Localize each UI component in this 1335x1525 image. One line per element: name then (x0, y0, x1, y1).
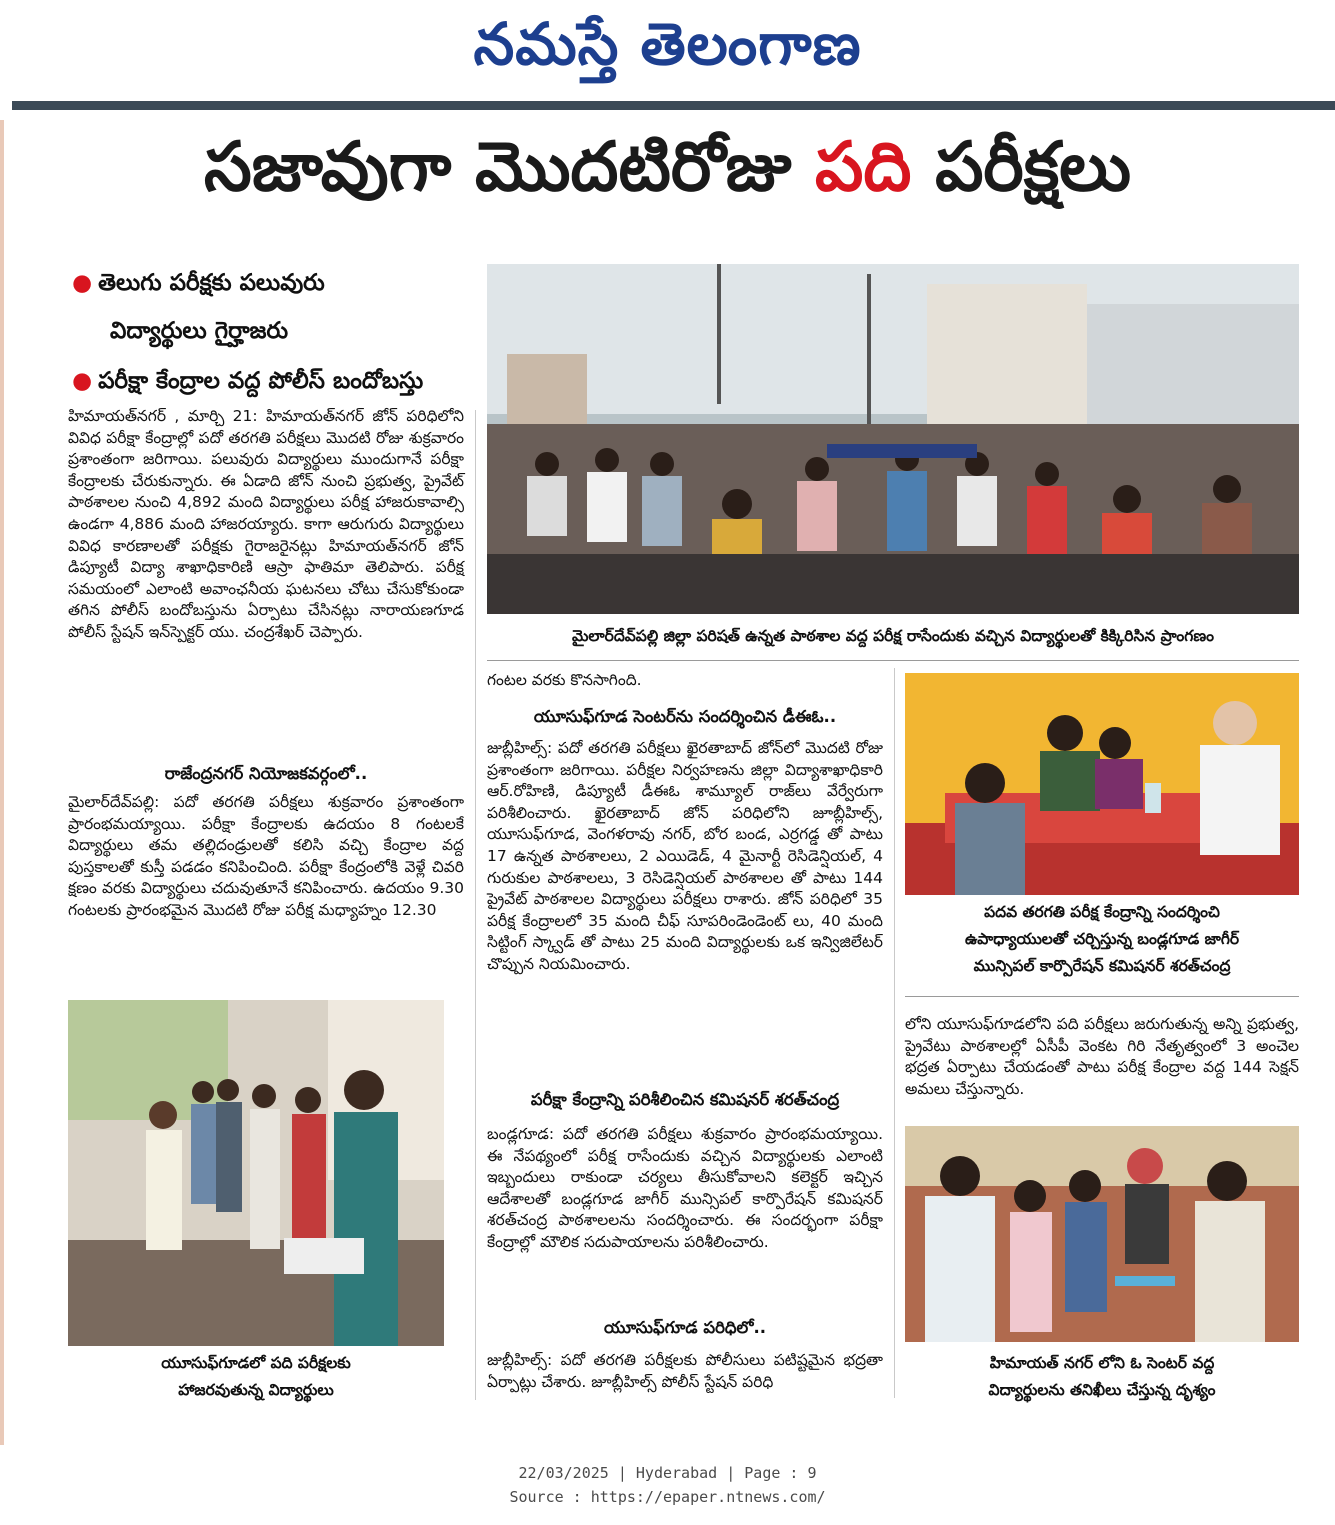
students-caption-line1: యూసుఫ్‌గూడలో పది పరీక్షలకు (161, 1354, 351, 1372)
masthead-rule (12, 101, 1335, 110)
headline-highlight: పది (815, 128, 912, 207)
bullet-1-line1: తెలుగు పరీక్షకు పలువురు (98, 270, 325, 296)
footer-edition-info: 22/03/2025 | Hyderabad | Page : 9 (518, 1464, 817, 1482)
middle-para-1: జుబ్లీహిల్స్: పదో తరగతి పరీక్షలు ఖైరతాబాద్ జోన్‌లో మొదటి రోజు ప్రశాంతంగా జరిగాయి. పరీక్షల నిర్వహణను జిల్లా విద్యాశాఖాధికారి ఆర్.రోహిణి, డిప్యూటీ డీఈఓ శామ్యూల్ రాజ్‌లు వేర్వేరుగా పరిశీలించారు. ఖైరతాబాద్ జోన్ పరిధిలోని జూబ్లీహిల్స్, యూసుఫ్‌గూడ, వెంగళరావు నగర్, బోర బండ, ఎర్రగడ్డ తో పాటు 17 ఉన్నత పాఠశాలలు, 2 ఎయిడెడ్, 4 మైనార్టీ రెసిడెన్షియల్, 4 గురుకుల పాఠశాలలు, 3 రెసిడెన్షియల్ పాఠశాలల తో పాటు 144 ప్రైవేట్ పాఠశాలల విద్యార్థులు పరీక్షలు రాశారు. జోన్ పరిధిలో 35 పరీక్ష కేంద్రాలలో 35 మంది చీఫ్ సూపరిండెండెంట్ లు, 40 మంది సిట్టింగ్ స్క్వాడ్ తో పాటు 25 మంది విద్యార్థులకు ఒక ఇన్విజిలేటర్ చొప్పున నియమించారు. (487, 739, 883, 973)
checking-caption-line1: హిమాయత్ నగర్ లోని ఓ సెంటర్ వద్ద (989, 1354, 1215, 1372)
bullet-1-line2: విద్యార్థులు గైర్హాజరు (110, 318, 289, 344)
bullet-2 (72, 368, 423, 400)
checking-photo-caption (905, 1350, 1299, 1404)
middle-para-3: జుబ్లీహిల్స్: పదో తరగతి పరీక్షలకు పోలీసులు పటిష్టమైన భద్రతా ఏర్పాట్లు చేశారు. జూబ్లీహిల్స్ పోలీస్ స్టేషన్ పరిధి (487, 1351, 883, 1391)
checking-photo (905, 1126, 1299, 1342)
left-article-para1: హిమాయత్‌నగర్ , మార్చి 21: హిమాయత్‌నగర్ జోన్ పరిధిలోని వివిధ పరీక్షా కేంద్రాల్లో పదో తరగతి పరీక్షలు మొదటి రోజు శుక్రవారం ప్రశాంతంగా జరిగాయి. పలువురు విద్యార్థులు ముందుగానే పరీక్షా కేంద్రాలకు చేరుకున్నారు. ఈ ఏడాది జోన్ నుంచి ప్రభుత్వ, ప్రైవేట్ పాఠశాలల నుంచి 4,892 మంది విద్యార్థులు పరీక్ష హాజరుకావాల్సి ఉండగా 4,886 మంది హాజరయ్యారు. కాగా ఆరుగురు విద్యార్థులు వివిధ కారణాలతో పరీక్షకు గైరాజరైనట్లు హిమాయత్‌నగర్ జోన్ డిప్యూటీ విద్యా శాఖాధికారిణి ఆస్రా ఫాతిమా తెలిపారు. పరీక్ష సమయంలో ఎలాంటి అవాంఛనీయ ఘటనలు చోటు చేసుకోకుండా తగిన పోలీస్ బందోబస్తును ఏర్పాటు చేసినట్లు నారాయణగూడ పోలీస్ స్టేషన్ ఇన్‌స్పెక్టర్ యు. చంద్రశేఖర్ చెప్పారు. (68, 407, 464, 641)
left-article-para2: మైలార్‌దేవ్‌పల్లి: పదో తరగతి పరీక్షలు శుక్రవారం ప్రశాంతంగా ప్రారంభమయ్యాయి. పరీక్షా కేంద్రాలకు ఉదయం 8 గంటలకే విద్యార్థులు తమ తల్లిదండ్రులతో కలిసి వచ్చి కేంద్రాల వద్ద పుస్తకాలతో కుస్తీ పడడం కనిపించింది. పరీక్షా కేంద్రంలోకి వెళ్లే చివరి క్షణం వరకు విద్యార్థులు చదువుతూనే కనిపించారు. ఉదయం 9.30 గంటలకు ప్రారంభమైన మొదటి రోజు పరీక్ష మధ్యాహ్నం 12.30 (68, 793, 464, 919)
commissioner-photo-caption (905, 899, 1299, 980)
column-divider (475, 410, 476, 1400)
commissioner-caption-line2: ఉపాధ్యాయులతో చర్చిస్తున్న బండ్లగూడ జాగీర్ (964, 930, 1240, 948)
footer-source-link[interactable]: Source : https://epaper.ntnews.com/ (509, 1488, 826, 1506)
headline (0, 128, 1335, 223)
right-para: లోని యూసుఫ్‌గూడలోని పది పరీక్షలు జరుగుతున్న అన్ని ప్రభుత్వ, ప్రైవేటు పాఠశాలల్లో ఏసీపీ వెంకట గిరి నేతృత్వంలో 3 అంచెల భద్రత ఏర్పాటు చేయడంతో పాటు పరీక్ష కేంద్రాల వద్ద 144 సెక్షన్ అమలు చేస్తున్నారు. (905, 1015, 1299, 1098)
page-edge-rule (0, 120, 4, 1445)
students-photo (68, 1000, 444, 1346)
crowd-photo (487, 264, 1299, 614)
headline-part1: సజావుగా మొదటిరోజు (204, 128, 816, 207)
divider (905, 996, 1299, 997)
crowd-photo-caption: మైలార్‌దేవ్‌పల్లి జిల్లా పరిషత్ ఉన్నత పాఠశాల వద్ద పరీక్ష రాసేందుకు వచ్చిన విద్యార్థులతో కిక్కిరిసిన ప్రాంగణం (572, 627, 1214, 645)
checking-caption-line2: విద్యార్థులను తనిఖీలు చేస్తున్న దృశ్యం (988, 1381, 1216, 1399)
masthead (0, 0, 1335, 100)
column-divider (894, 668, 895, 1398)
bullet-2-text: పరీక్షా కేంద్రాల వద్ద పోలీస్ బందోబస్తు (98, 368, 424, 394)
middle-para-2: బండ్లగూడ: పదో తరగతి పరీక్షలు శుక్రవారం ప్రారంభమయ్యాయి. ఈ నేపథ్యంలో పరీక్ష రాసేందుకు వచ్చిన విద్యార్థులకు ఎలాంటి ఇబ్బందులు రాకుండా చర్యలు తీసుకోవాలని కలెక్టర్ ఇచ్చిన ఆదేశాలతో బండ్లగూడ జాగీర్ మున్సిపల్ కార్పొరేషన్ కమిషనర్ శరత్‌చంద్ర పాఠశాలలను సందర్శించారు. ఈ సందర్భంగా పరీక్షా కేంద్రాల్లో మౌలిక సదుపాయాలను పరిశీలించారు. (487, 1125, 883, 1251)
bullet-dot-icon: ● (72, 368, 93, 394)
middle-subhead-2: పరీక్షా కేంద్రాన్ని పరిశీలించిన కమిషనర్ శరత్‌చంద్ర (530, 1090, 840, 1109)
bullet-dot-icon: ● (72, 270, 93, 296)
middle-subhead-3: యూసుఫ్‌గూడ పరిధిలో.. (603, 1318, 767, 1337)
middle-lead: గంటల వరకు కొనసాగింది. (487, 671, 642, 689)
bullet-1 (72, 270, 325, 302)
left-subhead: రాజేంద్రనగర్ నియోజకవర్గంలో.. (164, 764, 368, 783)
middle-subhead-1: యూసుఫ్‌గూడ సెంటర్‌ను సందర్శించిన డీఈఓ.. (533, 707, 837, 726)
commissioner-caption-line3: మున్సిపల్ కార్పొరేషన్ కమిషనర్ శరత్‌చంద్ర (973, 957, 1231, 975)
newspaper-logo: నమస్తే తెలంగాణ (473, 10, 862, 78)
commissioner-caption-line1: పదవ తరగతి పరీక్ష కేంద్రాన్ని సందర్శించి (984, 903, 1220, 921)
headline-part2: పరీక్షలు (911, 128, 1131, 207)
students-caption-line2: హాజరవుతున్న విద్యార్థులు (178, 1381, 334, 1399)
bullet-1-cont (110, 318, 288, 350)
commissioner-photo (905, 673, 1299, 895)
divider (487, 660, 1299, 661)
students-photo-caption (68, 1350, 444, 1404)
